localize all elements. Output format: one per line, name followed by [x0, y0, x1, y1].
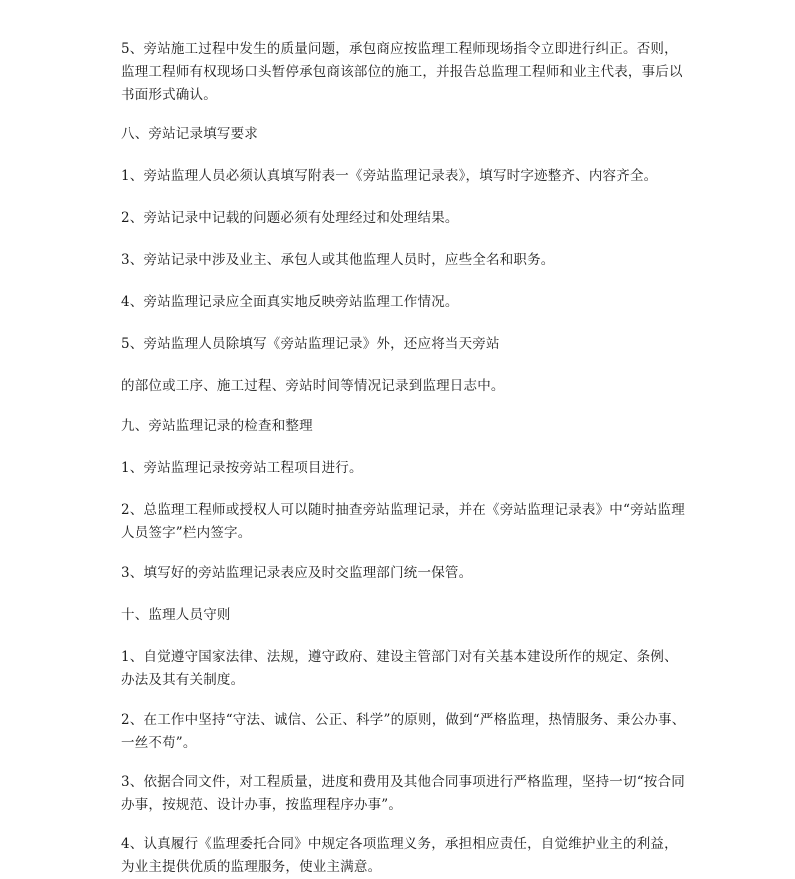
paragraph-record-form: 1、旁站监理人员必须认真填写附表一《旁站监理记录表》，填写时字迹整齐、内容齐全。	[121, 168, 658, 184]
paragraph-record-names: 3、旁站记录中涉及业主、承包人或其他监理人员时，应些全名和职务。	[121, 252, 555, 268]
paragraph-rule-principles: 2、在工作中坚持“守法、诚信、公正、科学”的原则，做到“严格监理，热情服务、秉公办事、一丝不苟”。	[121, 712, 686, 751]
paragraph-rule-law: 1、自觉遵守国家法律、法规，遵守政府、建设主管部门对有关基本建设所作的规定、条例、办法及其有关制度。	[121, 649, 678, 688]
section-heading-9: 九、旁站监理记录的检查和整理	[121, 418, 313, 434]
paragraph-check-storage: 3、填写好的旁站监理记录表应及时交监理部门统一保管。	[121, 565, 473, 581]
paragraph-record-daily-1: 5、旁站监理人员除填写《旁站监理记录》外，还应将当天旁站	[121, 336, 500, 352]
paragraph-check-by-project: 1、旁站监理记录按旁站工程项目进行。	[121, 460, 363, 476]
paragraph-rule-contract: 3、依据合同文件，对工程质量，进度和费用及其他合同事项进行严格监理，坚持一切“按合同办事，按规范、设计办事，按监理程序办事”。	[121, 774, 685, 813]
paragraph-quality-correction: 5、旁站施工过程中发生的质量问题，承包商应按监理工程师现场指令立即进行纠正。否则，监理工程师有权现场口头暂停承包商该部位的施工，并报告总监理工程师和业主代表，事后以书面形式确认。	[121, 41, 683, 103]
paragraph-record-daily-2: 的部位或工序、施工过程、旁站时间等情况记录到监理日志中。	[121, 378, 505, 394]
paragraph-record-issues: 2、旁站记录中记载的问题必须有处理经过和处理结果。	[121, 210, 459, 226]
paragraph-record-complete: 4、旁站监理记录应全面真实地反映旁站监理工作情况。	[121, 294, 459, 310]
paragraph-check-signature: 2、总监理工程师或授权人可以随时抽查旁站监理记录，并在《旁站监理记录表》中“旁站监理人员签字”栏内签字。	[121, 502, 685, 541]
section-heading-8: 八、旁站记录填写要求	[121, 126, 258, 142]
paragraph-rule-obligations: 4、认真履行《监理委托合同》中规定各项监理义务，承担相应责任，自觉维护业主的利益，为业主提供优质的监理服务，使业主满意。	[121, 836, 678, 875]
section-heading-10: 十、监理人员守则	[121, 607, 231, 623]
